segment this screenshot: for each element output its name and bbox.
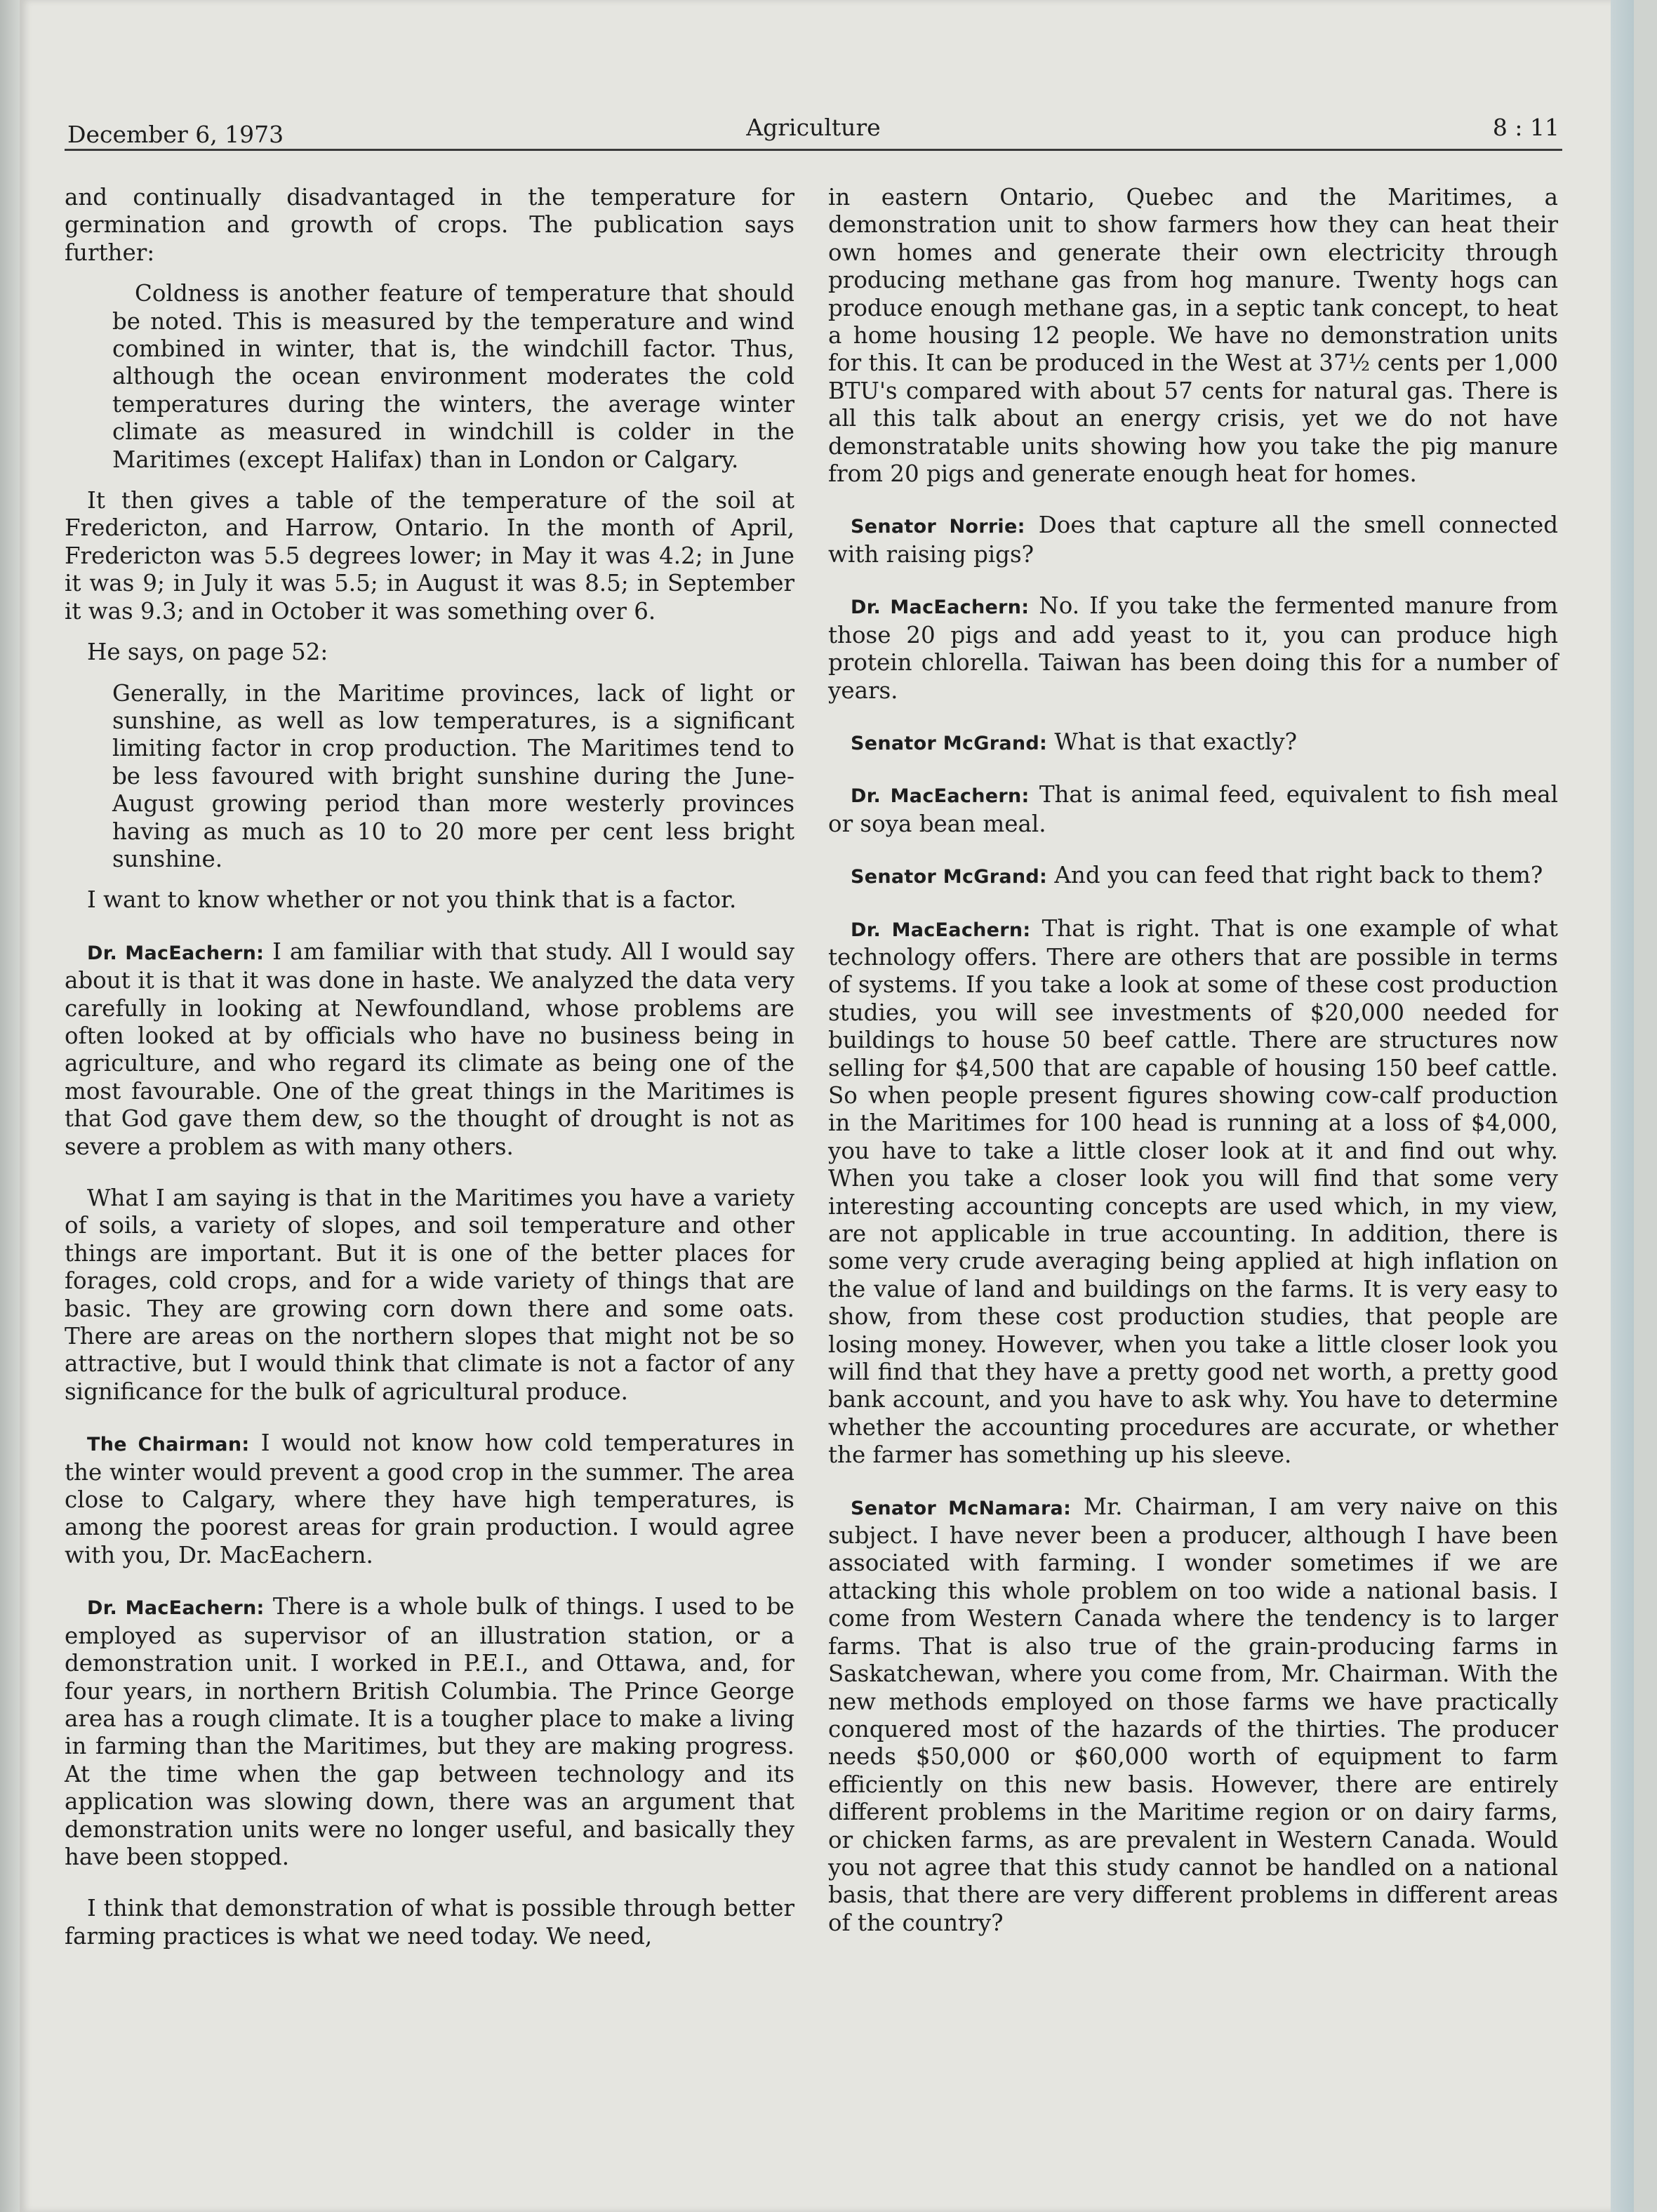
speaker-text: I would not know how cold temperatures in the winter would prevent a good crop in the summer. The area close to Calgary, where they have high temperatures, is among the poorest areas for grain production. I would agree with you, Dr. MacEachern. — [65, 1430, 794, 1568]
speaker-name: The Chairman: — [87, 1434, 250, 1456]
speaker-paragraph — [828, 781, 1558, 838]
speaker-text: Does that capture all the smell connected with raising pigs? — [828, 512, 1558, 568]
block-quote: Generally, in the Maritime provinces, lack of light or sunshine, as well as low temperatures, is a significant limiting factor in crop production. The Maritimes tend to be less favoured with bright sunshine during the June-August growing period than more westerly provinces having as much as 10 to 20 more per cent less bright sunshine. — [112, 679, 794, 872]
header-section-title: Agriculture — [746, 114, 881, 141]
speaker-paragraph — [828, 512, 1558, 568]
paragraph: and continually disadvantaged in the temperature for germination and growth of crops. The publication says further: — [65, 184, 794, 266]
speaker-name: Senator Norrie: — [851, 516, 1025, 538]
speaker-paragraph — [65, 1593, 794, 1871]
paragraph: He says, on page 52: — [87, 639, 328, 666]
speaker-text: That is animal feed, equivalent to fish meal or soya bean meal. — [828, 781, 1558, 837]
paragraph: I want to know whether or not you think that is a factor. — [87, 886, 737, 914]
paragraph: What I am saying is that in the Maritimes you have a variety of soils, a variety of slopes, and soil temperature and other things are important. But it is one of the better places for forages, cold crops, and for a wide variety of things that are basic. They are growing corn down there and some oats. There are areas on the northern slopes that might not be so attractive, but I would think that climate is not a factor of any significance for the bulk of agricultural produce. — [65, 1185, 794, 1405]
speaker-paragraph — [65, 938, 794, 1161]
speaker-name: Dr. MacEachern: — [851, 919, 1031, 941]
header-date: December 6, 1973 — [67, 121, 284, 148]
paragraph: It then gives a table of the temperature of the soil at Fredericton, and Harrow, Ontario. In the month of April, Fredericton was 5.5 degrees lower; in May it was 4.2; in June it was 9; in July it was 5.5; in August it was 8.5; in September it was 9.3; and in October it was something over 6. — [65, 487, 794, 625]
speaker-paragraph — [828, 915, 1558, 1470]
speaker-name: Dr. MacEachern: — [851, 597, 1030, 619]
book-spine-shadow — [0, 0, 20, 2212]
left-column — [65, 184, 794, 1964]
header-page-number: 8 : 11 — [1492, 114, 1559, 141]
speaker-name: Senator McGrand: — [851, 866, 1048, 888]
page-edge — [1611, 0, 1634, 2212]
speaker-name: Senator McNamara: — [851, 1497, 1072, 1519]
speaker-text: Mr. Chairman, I am very naive on this subject. I have never been a producer, although I have been associated with farming. I wonder sometimes if we are attacking this whole problem on too wide a national basis. I come from Western Canada where the tendency is to larger farms. That is also true of the grain-producing farms in Saskatchewan, where you come from, Mr. Chairman. With the new methods employed on those farms we have practically conquered most of the hazards of the thirties. The producer needs $50,000 or $60,000 worth of equipment to farm efficiently on this new basis. However, there are entirely different problems in the Maritime region or on dairy farms, or chicken farms, as are prevalent in Western Canada. Would you not agree that this study cannot be handled on a national basis, that there are very different problems in different areas of the country? — [828, 1493, 1558, 1936]
speaker-paragraph — [828, 862, 1558, 891]
speaker-name: Dr. MacEachern: — [851, 785, 1030, 808]
speaker-text: No. If you take the fermented manure from those 20 pigs and add yeast to it, you can produce high protein chlorella. Taiwan has been doing this for a number of years. — [828, 592, 1558, 704]
speaker-text: I am familiar with that study. All I would say about it is that it was done in haste. We analyzed the data very carefully in looking at Newfoundland, whose problems are often looked at by officials who have no business being in agriculture, and who regard its climate as being one of the most favourable. One of the great things in the Maritimes is that God gave them dew, so the thought of drought is not as severe a problem as with many others. — [65, 938, 794, 1160]
speaker-paragraph — [828, 728, 1558, 757]
speaker-name: Senator McGrand: — [851, 732, 1048, 754]
paragraph: in eastern Ontario, Quebec and the Maritimes, a demonstration unit to show farmers how they can heat their own homes and generate their own electricity through producing methane gas from hog manure. Twenty hogs can produce enough methane gas, in a septic tank concept, to heat a home housing 12 people. We have no demonstration units for this. It can be produced in the West at 37½ cents per 1,000 BTU's compared with about 57 cents for natural gas. There is all this talk about an energy crisis, yet we do not have demonstratable units showing how you take the pig manure from 20 pigs and generate enough heat for homes. — [828, 184, 1558, 488]
speaker-name: Dr. MacEachern: — [87, 1597, 265, 1620]
speaker-paragraph — [828, 1493, 1558, 1938]
speaker-text: That is right. That is one example of what technology offers. There are others that are possible in terms of systems. If you take a look at some of these cost production studies, you will see investments of $20,000 needed for buildings to house 50 beef cattle. There are structures now selling for $4,500 that are capable of housing 150 beef cattle. So when people present figures showing cow-calf production in the Maritimes for 100 head is running at a loss of $4,000, you have to take a little closer look at it and find out why. When you take a closer look you will find that some very interesting accounting concepts are used which, in my view, are not applicable in true accounting. In addition, there is some very crude averaging being applied at high inflation on the value of land and buildings on the farms. It is very easy to show, from these cost production studies, that people are losing money. However, when you take a little closer look you will find that they have a pretty good net worth, a pretty good bank account, and you have to ask why. You have to determine whether the accounting procedures are accurate, or whether the farmer has something up his sleeve. — [828, 914, 1558, 1469]
right-column — [828, 184, 1558, 1950]
speaker-paragraph — [65, 1430, 794, 1569]
speaker-paragraph — [828, 592, 1558, 705]
speaker-text: And you can feed that right back to them? — [1047, 862, 1543, 889]
block-quote: Coldness is another feature of temperature that should be noted. This is measured by the temperature and wind combined in winter, that is, the windchill factor. Thus, although the ocean environment moderates the cold temperatures during the winters, the average winter climate as measured in windchill is colder in the Maritimes (except Halifax) than in London or Calgary. — [112, 280, 794, 473]
speaker-name: Dr. MacEachern: — [87, 942, 265, 964]
speaker-text: There is a whole bulk of things. I used to be employed as supervisor of an illustration station, or a demonstration unit. I worked in P.E.I., and Ottawa, and, for four years, in northern British Columbia. The Prince George area has a rough climate. It is a tougher place to make a living in farming than the Maritimes, but they are making progress. At the time when the gap between technology and its application was slowing down, there was an argument that demonstration units were no longer useful, and basically they have been stopped. — [65, 1593, 794, 1870]
paragraph: I think that demonstration of what is possible through better farming practices is what we need today. We need, — [65, 1895, 794, 1950]
running-header — [65, 114, 1562, 151]
speaker-text: What is that exactly? — [1047, 728, 1298, 755]
